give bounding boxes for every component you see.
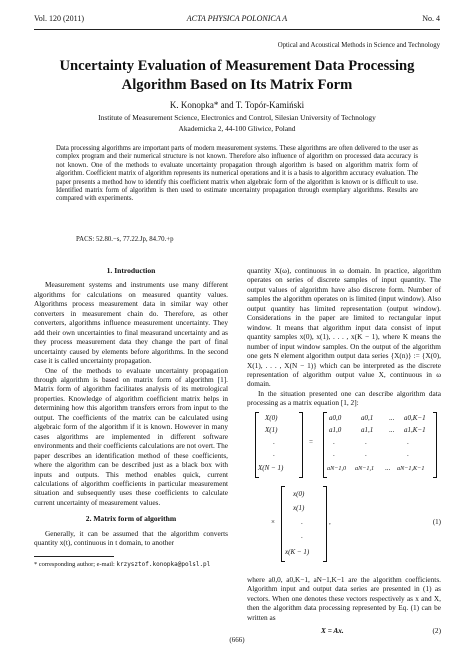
matrix-a-entry: a1,1 — [361, 425, 374, 434]
matrix-a-entry: a1,0 — [329, 425, 342, 434]
footnote-text: * corresponding author; e-mail: — [34, 561, 117, 568]
intro-paragraph-1: Measurement systems and instruments use many different algorithms for calculations on measured quantity values. Algorithms process measurement data in similar way other converters in measurement chain do. Therefore, as other converters, algorithms influence measurement uncertainty. They add their own uncertainties to final measurand uncertainty and as they process measurement data they change the part of final uncertainty caused by elements before algorithms. In the second case it is called uncertainty propagation. — [34, 280, 228, 366]
matrix-a-dot: . — [333, 449, 335, 458]
journal-name: ACTA PHYSICA POLONICA A — [186, 14, 288, 23]
footnote — [34, 561, 210, 568]
volume-info: Vol. 120 (2011) — [34, 14, 84, 23]
lhs-entry: . — [273, 437, 275, 446]
matrix-a-dot: . — [333, 437, 335, 446]
paper-title — [34, 57, 440, 95]
matrix-a-entry: a0,K−1 — [404, 413, 426, 422]
footnote-rule — [34, 556, 114, 557]
equals-sign: = — [309, 437, 313, 446]
matrix-a-dot: . — [407, 449, 409, 458]
lhs-bracket-right — [299, 412, 303, 478]
matrix-a-bracket-right — [433, 412, 437, 478]
right-column — [247, 266, 441, 639]
intro-paragraph-2: One of the methods to evaluate uncertainty propagation through algorithm is based on matrix form of algorithm [1]. Matrix form of algorithm facilitates analysis of its metrological properties. Knowledge of algorithm coefficient matrix helps in determining how this algorithm transfers errors from input to the output. The coefficients of the matrix can be calculated using algebraic form of the algorithm if it is known. However in many cases algorithms are implemented in different software environments and their coefficients calculations are not overt. The paper describes an identification method of these coefficients, where the algorithm can be described just as a black box with inputs and outputs. This method enables quick, current calculations of algorithm coefficients in particular measurement situation and subsequently uses these coefficients to calculate current uncertainty of measurement values. — [34, 365, 228, 507]
equation-1 — [247, 410, 441, 575]
equation-1-number: (1) — [432, 517, 441, 526]
x-bracket-right — [323, 486, 327, 562]
pacs-codes: PACS: 52.80.−s, 77.22.Jp, 84.70.+p — [76, 236, 174, 243]
x-entry: x(K − 1) — [285, 547, 310, 556]
matrix-a-entry: aN−1,1 — [355, 464, 375, 472]
equation-2-body: X = Ax. — [321, 626, 344, 636]
matrix-a-entry: ... — [385, 463, 391, 472]
matrix-paragraph-1: Generally, it can be assumed that the algorithm converts quantity x(t), continuous in t domain, to another — [34, 528, 228, 548]
author-email-link[interactable]: krzysztof.konopka@polsl.pl — [116, 561, 211, 568]
x-entry: x(0) — [293, 489, 305, 498]
matrix-a-dot: . — [365, 437, 367, 446]
lhs-entry: X(N − 1) — [258, 463, 284, 472]
times-sign: × — [271, 517, 275, 526]
right-paragraph-3: where a0,0, a0,K−1, aN−1,K−1 are the algorithm coefficients. Algorithm input and output data series are presented in (1) as vectors. When one denotes these vectors respectively as x and X, then the algorithm data processing represented by Eq. (1) can be written as — [247, 574, 441, 622]
matrix-a-entry: a0,1 — [361, 413, 374, 422]
lhs-entry: X(1) — [265, 425, 278, 434]
equation-2-number: (2) — [432, 626, 441, 636]
matrix-a-entry: ... — [389, 413, 395, 422]
x-entry: . — [301, 517, 303, 526]
author-list: K. Konopka* and T. Topór-Kamiński — [169, 100, 305, 110]
equation-comma: , — [329, 517, 331, 526]
matrix-a-entry: a1,K−1 — [404, 425, 426, 434]
x-entry: x(1) — [293, 503, 305, 512]
issue-number: No. 4 — [422, 14, 440, 23]
section-heading-introduction: 1. Introduction — [106, 266, 156, 275]
left-column — [34, 266, 228, 548]
running-header — [34, 14, 440, 26]
header-rule — [34, 29, 440, 30]
title-line-2: Algorithm Based on Its Matrix Form — [121, 77, 353, 93]
affiliation — [34, 113, 440, 134]
page-number: (666) — [229, 636, 245, 644]
matrix-a-entry: ... — [389, 425, 395, 434]
matrix-a-dot: . — [407, 437, 409, 446]
lhs-entry: X(0) — [265, 413, 278, 422]
conference-note: Optical and Acoustical Methods in Science and Technology — [277, 42, 440, 49]
lhs-entry: . — [273, 449, 275, 458]
matrix-a-entry: aN−1,0 — [327, 464, 347, 472]
title-line-1: Uncertainty Evaluation of Measurement Data Processing — [59, 58, 415, 74]
affiliation-line-1: Institute of Measurement Science, Electronics and Control, Silesian University of Technology — [98, 113, 376, 122]
section-heading-matrix-form: 2. Matrix form of algorithm — [85, 514, 177, 524]
right-paragraph-2: In the situation presented one can describe algorithm data processing as a matrix equation [1, 2]: — [247, 388, 441, 408]
abstract: Data processing algorithms are important parts of modern measurement systems. These algorithms are often delivered to the user as complex program and their numerical structure is not known. Therefore also influence of algorithm on processed data accuracy is not known. One of the methods to evaluate uncertainty propagation through algorithm is based on algorithm matrix form of algorithm. Coefficient matrix of algorithm represents its numerical operations and it is a basis to algorithm accuracy evaluation. The paper presents a method how to identify this coefficient matrix when algebraic form of the algorithm is known or is difficult to use. Identified matrix form of algorithm is then used to estimate uncertainty propagation through exemplary algorithms. Results are compared with experiments. — [56, 145, 418, 203]
affiliation-line-2: Akademicka 2, 44-100 Gliwice, Poland — [178, 123, 296, 133]
matrix-a-entry: aN−1,K−1 — [397, 464, 425, 472]
matrix-a-entry: a0,0 — [329, 413, 342, 422]
matrix-a-dot: . — [365, 449, 367, 458]
x-entry: . — [301, 531, 303, 540]
right-paragraph-1: quantity X(ω), continuous in ω domain. In practice, algorithm operates on series of discrete samples of input quantity. The output values of algorithm have also discrete form. Number of samples the algorithm operates on is limited (input window). Also output quantity has limited representation (output window). Considerations in the paper are limited to rectangular input window. It means that algorithm input data consist of input quantity samples x(0), x(1), . . . , x(K − 1), where K means the number of input window samples. On the output of the algorithm one gets N element algorithm output data series {X(n)} := {X(0), X(1), . . . , X(N − 1)} which can be interpreted as the discrete representation of algorithm output value X, continuous in ω domain. — [247, 266, 441, 389]
